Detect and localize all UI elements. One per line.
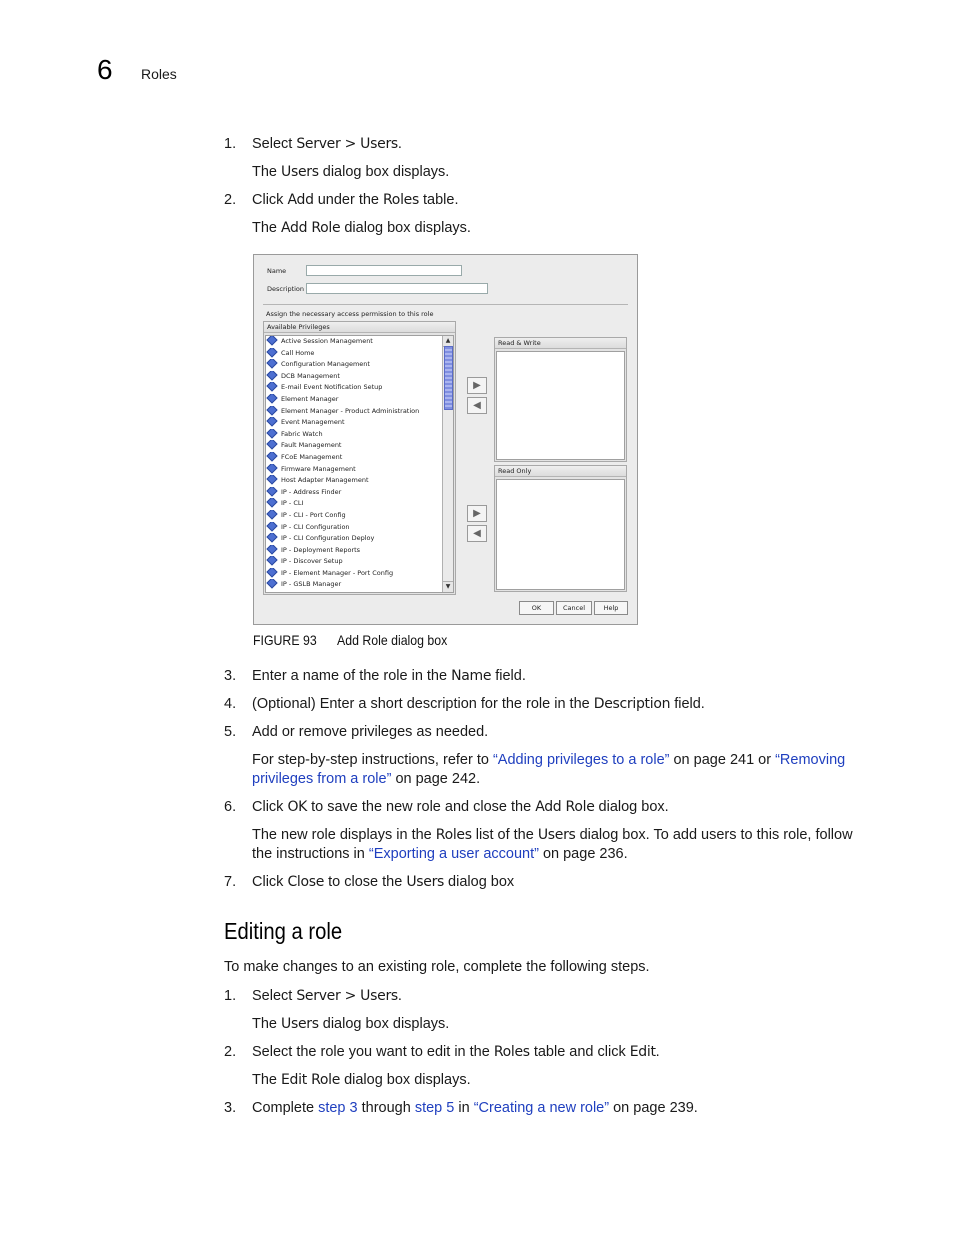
privilege-item[interactable] [266,371,453,383]
add-to-read-only-button[interactable] [467,505,487,522]
step-number: 6. [224,799,237,815]
note-text: The new role displays in the [252,827,436,843]
result-text: dialog box displays. [340,220,471,236]
step-5 [224,723,892,742]
privilege-item[interactable] [266,382,453,394]
edit-step-1-result [252,1015,892,1034]
arrow-left-icon: ◀ [473,400,481,411]
step-text: . [397,988,402,1004]
arrow-right-icon: ▶ [473,508,481,519]
privilege-label: IP - GSLB Manager [281,580,342,589]
read-only-list[interactable] [496,479,625,590]
privilege-label: Host Adapter Management [281,476,369,485]
privilege-label: FCoE Management [281,452,343,461]
step-text: to close the [324,874,407,890]
read-write-header: Read & Write [495,338,626,349]
privilege-item[interactable] [266,429,453,441]
step-2-result [252,219,892,238]
ui-term: Roles [493,1044,530,1060]
step-number: 2. [224,1044,237,1060]
step-text: dialog box. [594,799,669,815]
result-text: dialog box displays. [318,164,450,180]
step-3-link[interactable]: step 3 [318,1100,358,1116]
ui-term: Name [451,668,492,684]
ui-term: Server > Users [296,988,398,1004]
arrow-right-icon: ▶ [473,380,481,391]
ui-term: Users [406,874,445,890]
privilege-icon [266,452,277,462]
name-label: Name [267,267,287,275]
step-text: . [397,136,402,152]
privilege-item[interactable] [266,510,453,522]
step-2 [224,191,892,210]
name-field[interactable] [306,265,462,276]
privilege-item[interactable] [266,475,453,487]
step-text: under the [313,192,383,208]
step-1 [224,135,892,154]
step-text: (Optional) Enter a short description for the role in the [252,696,594,712]
ui-term: Description [593,696,671,712]
step-text: dialog box [444,874,515,890]
privilege-label: IP - CLI - Port Config [281,510,346,519]
privilege-item[interactable] [266,579,453,591]
step-7 [224,873,892,892]
privilege-icon [266,382,277,392]
privilege-icon [266,440,277,450]
privilege-item[interactable] [266,533,453,545]
privilege-item[interactable] [266,522,453,534]
ok-button[interactable]: OK [519,601,554,615]
privilege-icon [266,579,277,589]
result-text: The [252,1016,282,1032]
step-text: Select the role you want to edit in the [252,1044,494,1060]
privilege-item[interactable] [266,406,453,418]
available-privileges-list[interactable] [265,335,454,593]
privilege-label: Call Home [281,348,315,357]
privilege-icon [266,545,277,555]
privilege-item[interactable] [266,498,453,510]
available-privileges-header: Available Privileges [264,322,455,333]
ui-term: Server > Users [296,136,398,152]
privilege-item[interactable] [266,464,453,476]
privilege-label: Fabric Watch [281,429,323,438]
privilege-label: IP - Deployment Reports [281,545,361,554]
scroll-thumb[interactable] [444,346,453,410]
privilege-item[interactable] [266,417,453,429]
section-intro: To make changes to an existing role, complete the following steps. [224,959,650,975]
privilege-label: E-mail Event Notification Setup [281,383,383,392]
privilege-icon [266,464,277,474]
ui-term: Users [281,164,319,180]
step-1-result [252,163,892,182]
privilege-item[interactable] [266,336,453,348]
cancel-button[interactable]: Cancel [556,601,592,615]
privilege-icon [266,348,277,358]
note-text: list of the [471,827,538,843]
read-write-panel [494,337,627,462]
privilege-label: IP - Element Manager - Port Config [281,568,394,577]
step-number: 3. [224,1100,237,1116]
step-text: Add or remove privileges as needed. [252,724,489,740]
privilege-label: IP - Address Finder [281,487,342,496]
divider [263,304,628,305]
privilege-label: IP - CLI Configuration Deploy [281,534,375,543]
edit-step-1 [224,987,892,1006]
figure-title: Add Role dialog box [337,632,448,648]
privilege-item[interactable] [266,394,453,406]
result-text: The [252,164,282,180]
step-number: 5. [224,724,237,740]
privilege-label: Element Manager - Product Administration [281,406,420,415]
note-text: on page 236. [538,846,628,862]
step-text: to save the new role and close the [307,799,536,815]
ui-term: Edit [629,1044,656,1060]
read-write-list[interactable] [496,351,625,460]
assign-permission-label: Assign the necessary access permission to this role [266,310,434,318]
ui-term: Edit Role [281,1072,341,1088]
privilege-icon [266,406,277,416]
remove-from-read-only-button[interactable] [467,525,487,542]
removing-privileges-link[interactable]: “Removing privileges from a role” [252,752,846,787]
step-text: field. [491,668,526,684]
creating-new-role-link[interactable]: “Creating a new role” [473,1100,610,1116]
note-text: on page 242. [391,771,481,787]
privilege-item[interactable] [266,359,453,371]
add-to-read-write-button[interactable] [467,377,487,394]
privilege-icon [266,371,277,381]
privilege-item[interactable] [266,440,453,452]
step-number: 2. [224,192,237,208]
result-text: dialog box displays. [318,1016,450,1032]
description-field[interactable] [306,283,488,294]
step-3 [224,667,892,686]
step-text: . [655,1044,660,1060]
step-text: on page 239. [609,1100,698,1116]
step-text: through [357,1100,415,1116]
privilege-label: Active Session Management [281,337,373,345]
ui-term: Add Role [535,799,595,815]
edit-step-2-result [252,1071,892,1090]
step-text: Enter a name of the role in the [252,668,452,684]
result-text: The [252,220,282,236]
privilege-item[interactable] [266,556,453,568]
ui-term: Users [281,1016,319,1032]
figure-label: FIGURE 93 [253,632,317,648]
section-heading: Editing a role [224,918,343,944]
step-text: Complete [252,1100,319,1116]
privilege-item[interactable] [266,348,453,360]
step-text: table and click [529,1044,630,1060]
privilege-icon [266,510,277,520]
privilege-label: Fault Management [281,441,342,450]
privilege-label: IP - CLI [281,499,304,508]
privilege-label: Configuration Management [281,360,370,369]
step-text: Select [252,988,297,1004]
list-scrollbar[interactable] [442,336,453,592]
step-5-link[interactable]: step 5 [414,1100,455,1116]
ui-term: Roles [435,827,472,843]
privilege-item[interactable] [266,568,453,580]
ui-term: Close [287,874,325,890]
available-privileges-panel [263,321,456,595]
ui-term: OK [287,799,308,815]
privilege-icon [266,568,277,578]
edit-step-2 [224,1043,892,1062]
ui-term: Roles [383,192,419,208]
privilege-icon [266,556,277,566]
privilege-icon [266,498,277,508]
step-text: table. [418,192,459,208]
privilege-icon [266,487,277,497]
arrow-left-icon: ◀ [473,528,481,539]
result-text: The [252,1072,282,1088]
privilege-label: Firmware Management [281,464,356,473]
privilege-item[interactable] [266,452,453,464]
step-6-note [252,826,867,864]
note-text: For step-by-step instructions, refer to [252,752,493,768]
read-only-panel [494,465,627,592]
privilege-item[interactable] [266,545,453,557]
privilege-icon [266,394,277,404]
adding-privileges-link[interactable]: “Adding privileges to a role” [492,752,670,768]
exporting-user-account-link[interactable]: “Exporting a user account” [368,846,539,862]
result-text: dialog box displays. [340,1072,471,1088]
privilege-icon [266,522,277,532]
step-number: 3. [224,668,237,684]
step-number: 1. [224,136,237,152]
step-6 [224,798,892,817]
privilege-label: IP - CLI Configuration [281,522,350,531]
description-label: Description [267,285,305,293]
privilege-icon [266,429,277,439]
step-text: Click [252,192,288,208]
step-number: 1. [224,988,237,1004]
privilege-icon [266,336,277,346]
step-text: Click [252,799,288,815]
step-text: in [454,1100,474,1116]
chapter-number: 6 [97,54,113,85]
privilege-items [266,336,453,591]
privilege-label: Element Manager [281,394,339,403]
ui-term: Users [537,827,576,843]
privilege-icon [266,475,277,485]
privilege-icon [266,533,277,543]
scroll-down-icon[interactable]: ▼ [443,581,453,592]
privilege-label: IP - Discover Setup [281,557,343,566]
ui-term: Add Role [281,220,341,236]
help-button[interactable]: Help [594,601,628,615]
step-number: 7. [224,874,237,890]
chapter-title: Roles [141,66,177,82]
privilege-label: Event Management [281,418,345,427]
read-only-header: Read Only [495,466,626,477]
remove-from-read-write-button[interactable] [467,397,487,414]
privilege-icon [266,417,277,427]
edit-step-3 [224,1099,892,1118]
note-text: dialog box. To add users to this role, follow the instructions in [252,827,853,862]
note-text: on page 241 or [669,752,776,768]
step-number: 4. [224,696,237,712]
step-5-note [252,751,862,789]
ui-term: Add [287,192,314,208]
privilege-item[interactable] [266,487,453,499]
privilege-label: DCB Management [281,371,340,380]
step-text: field. [670,696,705,712]
step-text: Click [252,874,288,890]
add-role-dialog [253,254,638,625]
step-4 [224,695,892,714]
privilege-icon [266,359,277,369]
step-text: Select [252,136,297,152]
scroll-up-icon[interactable]: ▲ [443,336,453,347]
